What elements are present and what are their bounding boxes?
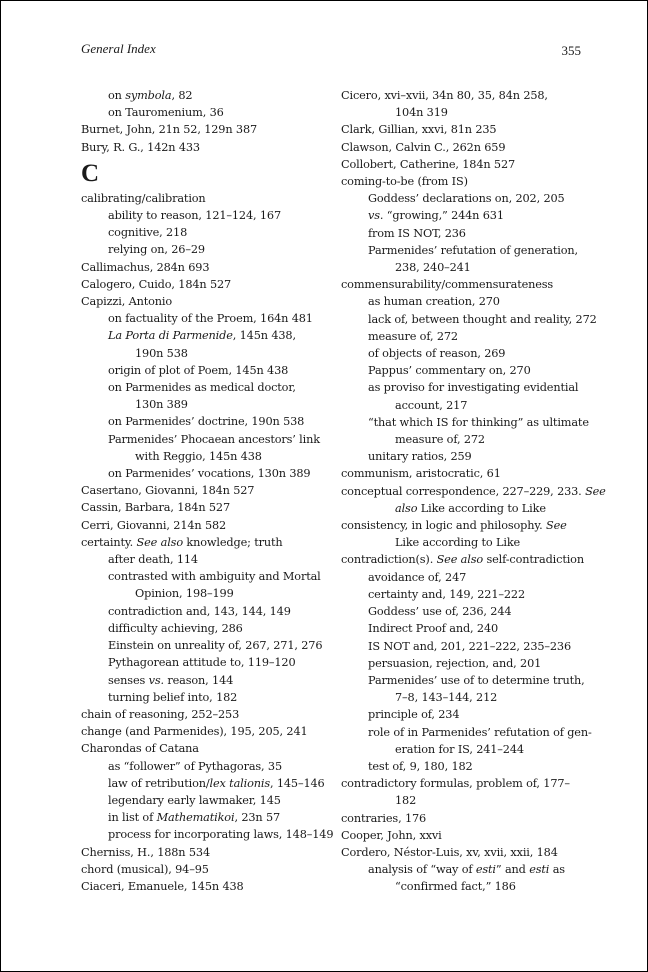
index-subentry: “that which IS for thinking” as ultimate: [368, 415, 589, 429]
index-subentry: persuasion, rejection, and, 201: [368, 656, 542, 670]
index-entry: Cerri, Giovanni, 214n 582: [81, 518, 227, 532]
index-entry: Cherniss, H., 188n 534: [81, 845, 210, 859]
index-entry: Charondas of Catana: [81, 742, 199, 756]
index-entry: Calogero, Cuido, 184n 527: [81, 277, 232, 291]
index-entry: conceptual correspondence, 227–229, 233. See: [341, 484, 606, 498]
index-entry-continuation: also Like according to Like: [395, 501, 546, 515]
index-subentry: principle of, 234: [368, 708, 460, 722]
index-subentry: IS NOT and, 201, 221–222, 235–236: [368, 639, 572, 653]
index-entry-continuation: Like according to Like: [395, 536, 521, 550]
index-subentry: in list of Mathematikoi, 23n 57: [108, 811, 281, 825]
index-entry-continuation: 7–8, 143–144, 212: [395, 691, 498, 705]
index-entry: Callimachus, 284n 693: [81, 260, 210, 274]
index-subentry: legendary early lawmaker, 145: [108, 793, 281, 807]
index-entry: Cordero, Néstor-Luis, xv, xvii, xxii, 184: [341, 845, 558, 859]
index-subentry: as “follower” of Pythagoras, 35: [108, 759, 283, 773]
index-entry: communism, aristocratic, 61: [341, 467, 501, 481]
index-subentry: cognitive, 218: [108, 226, 188, 240]
index-entry: Clawson, Calvin C., 262n 659: [341, 140, 506, 154]
index-subentry: ability to reason, 121–124, 167: [108, 209, 281, 223]
index-subentry: on factuality of the Proem, 164n 481: [108, 312, 313, 326]
index-column-right: [341, 87, 606, 896]
index-entry-continuation: “confirmed fact,” 186: [395, 880, 516, 894]
index-subentry: Parmenides’ use of to determine truth,: [368, 673, 585, 687]
index-subentry: Pythagorean attitude to, 119–120: [108, 656, 296, 670]
index-entry-continuation: 182: [395, 794, 417, 808]
index-subentry: origin of plot of Poem, 145n 438: [108, 363, 289, 377]
index-subentry: role of in Parmenides’ refutation of gen-: [368, 725, 592, 739]
index-subentry: on Tauromenium, 36: [108, 106, 224, 120]
index-entry: certainty. See also knowledge; truth: [81, 535, 283, 549]
index-subentry: analysis of “way of esti” and esti as: [368, 863, 565, 877]
index-entry: contraries, 176: [341, 811, 427, 825]
index-subentry: turning belief into, 182: [108, 690, 238, 704]
index-subentry: law of retribution/lex talionis, 145–146: [108, 776, 325, 790]
index-subentry: Indirect Proof and, 240: [368, 622, 499, 636]
index-subentry: senses vs. reason, 144: [108, 673, 234, 687]
index-subentry: certainty and, 149, 221–222: [368, 587, 525, 601]
index-entry-continuation: 190n 538: [135, 346, 188, 360]
index-subentry: on symbola, 82: [108, 89, 193, 102]
index-subentry: relying on, 26–29: [108, 243, 205, 257]
index-entry: Collobert, Catherine, 184n 527: [341, 157, 516, 171]
index-entry-continuation: 130n 389: [135, 398, 188, 412]
index-subentry: Goddess’ declarations on, 202, 205: [368, 192, 565, 206]
index-entry: Cicero, xvi–xvii, 34n 80, 35, 84n 258,: [341, 89, 548, 102]
index-entry-continuation: with Reggio, 145n 438: [135, 449, 262, 463]
index-subentry: contradiction and, 143, 144, 149: [108, 604, 291, 618]
running-head-title: General Index: [81, 41, 156, 56]
index-subentry: difficulty achieving, 286: [108, 621, 243, 635]
index-entry: calibrating/calibration: [81, 191, 206, 205]
index-entry-continuation: 104n 319: [395, 106, 448, 120]
index-subentry: avoidance of, 247: [368, 570, 467, 584]
index-entry: Clark, Gillian, xxvi, 81n 235: [341, 123, 497, 137]
index-subentry: on Parmenides’ vocations, 130n 389: [108, 467, 311, 481]
index-entry: consistency, in logic and philosophy. See: [341, 519, 567, 533]
index-entry: commensurability/commensurateness: [341, 278, 554, 292]
index-subentry: Parmenides’ Phocaean ancestors’ link: [108, 432, 320, 446]
index-subentry: contrasted with ambiguity and Mortal: [108, 570, 321, 584]
index-subentry: test of, 9, 180, 182: [368, 759, 473, 773]
index-entry: Casertano, Giovanni, 184n 527: [81, 484, 255, 498]
index-subentry: Pappus’ commentary on, 270: [368, 364, 531, 378]
index-subentry: measure of, 272: [368, 329, 458, 343]
index-subentry: of objects of reason, 269: [368, 347, 506, 361]
index-subentry: on Parmenides’ doctrine, 190n 538: [108, 415, 305, 429]
index-entry-continuation: account, 217: [395, 398, 468, 412]
index-entry-continuation: measure of, 272: [395, 433, 485, 447]
index-entry-continuation: Opinion, 198–199: [135, 587, 234, 601]
index-entry-continuation: 238, 240–241: [395, 261, 471, 275]
index-entry: chord (musical), 94–95: [81, 862, 209, 876]
index-subentry: vs. “growing,” 244n 631: [368, 209, 504, 223]
index-entry-continuation: eration for IS, 241–244: [395, 742, 524, 756]
index-subentry: Einstein on unreality of, 267, 271, 276: [108, 639, 323, 653]
index-entry: Bury, R. G., 142n 433: [81, 140, 200, 154]
index-entry: chain of reasoning, 252–253: [81, 707, 240, 721]
index-entry: Ciaceri, Emanuele, 145n 438: [81, 879, 244, 893]
index-subentry: Goddess’ use of, 236, 244: [368, 605, 512, 619]
index-subentry: lack of, between thought and reality, 272: [368, 312, 597, 326]
index-entry: coming-to-be (from IS): [341, 175, 468, 189]
index-entry: contradiction(s). See also self-contradiction: [341, 553, 584, 567]
index-entry: change (and Parmenides), 195, 205, 241: [81, 725, 308, 739]
index-subentry: from IS NOT, 236: [368, 226, 466, 240]
index-letter-heading: C: [81, 159, 99, 187]
index-subentry: process for incorporating laws, 148–149: [108, 828, 334, 842]
index-subentry: as human creation, 270: [368, 295, 500, 309]
page-number: 355: [561, 43, 581, 58]
index-entry: contradictory formulas, problem of, 177–: [341, 777, 570, 791]
index-subentry: after death, 114: [108, 553, 198, 567]
index-subentry: as proviso for investigating evidential: [368, 381, 579, 395]
index-entry: Cassin, Barbara, 184n 527: [81, 501, 231, 515]
index-entry: Cooper, John, xxvi: [341, 828, 442, 842]
index-subentry: La Porta di Parmenide, 145n 438,: [108, 329, 296, 343]
index-column-left: [81, 87, 334, 895]
index-entry: Burnet, John, 21n 52, 129n 387: [81, 123, 258, 137]
index-subentry: on Parmenides as medical doctor,: [108, 381, 296, 395]
index-entry: Capizzi, Antonio: [81, 295, 172, 309]
index-subentry: unitary ratios, 259: [368, 450, 472, 464]
index-subentry: Parmenides’ refutation of generation,: [368, 243, 578, 257]
